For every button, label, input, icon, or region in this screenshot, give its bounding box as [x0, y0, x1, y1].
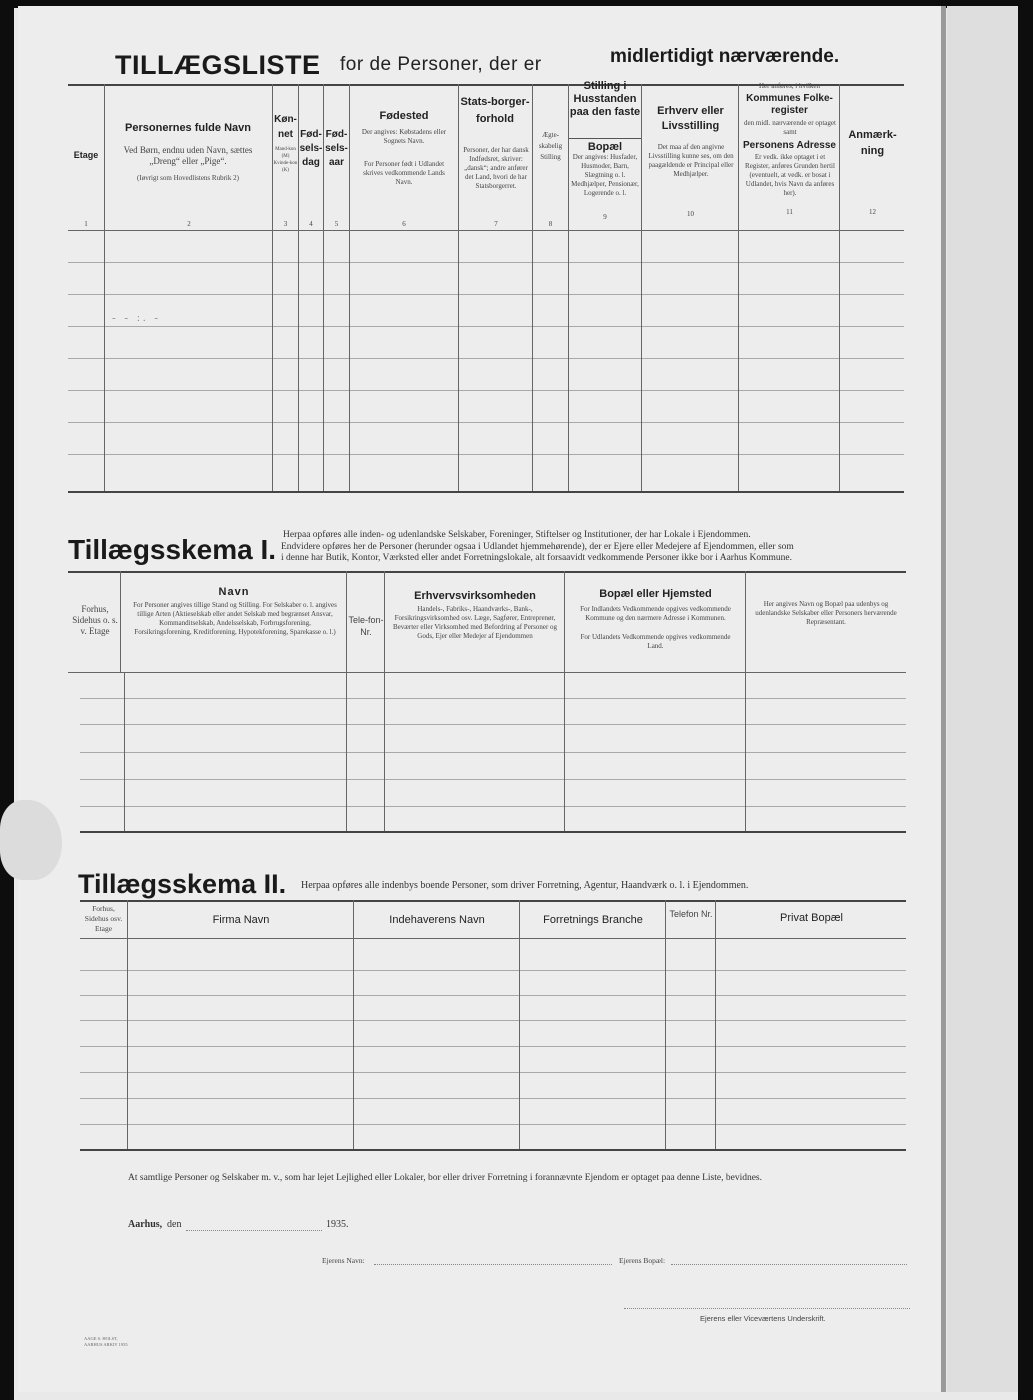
header-person-address: Personens Adresse: [742, 140, 836, 151]
header-household-residence: Bopæl: [569, 138, 641, 154]
skema2-header-firm: Firma Navn: [212, 914, 270, 926]
header-citizenship: Stats-borger-forhold: [460, 96, 530, 125]
header-full-name-note: Ved Børn, endnu uden Navn, sættes „Dreng“ eller „Pige“.: [123, 145, 253, 166]
binding-gutter: [941, 6, 946, 1392]
owner-address-label: Ejerens Bopæl:: [619, 1256, 666, 1265]
header-gender: Køn-net: [274, 114, 297, 140]
skema2-header-private-address: Privat Bopæl: [780, 912, 843, 924]
skema1-text-line3: i denne har Butik, Kontor, Værksted eller andet Forretningslokale, alt forsaavidt vedkommende Personer ikke bor i Aarhus Kommune.: [281, 553, 793, 563]
col-number: 4: [309, 220, 313, 228]
header-person-address-note: Er vedk. ikke optaget i et Register, anføres Grunden hertil (eventuelt, at vedk. er bosat i Udlandet, hvis Navn da anføres her).: [745, 153, 835, 197]
signature-label: Ejerens eller Viceværtens Underskrift.: [700, 1314, 826, 1323]
header-gender-note: Mand-kon (M) Kvinde-kon (K): [273, 147, 298, 173]
skema1-header-residence-note2: For Udlandets Vedkommende opgives vedkommende Land.: [580, 633, 731, 650]
form-title: TILLÆGSLISTE: [115, 50, 321, 80]
faint-handwriting: - - :. -: [112, 312, 162, 324]
col-number: 5: [334, 220, 339, 228]
footer-den: den: [167, 1219, 182, 1230]
skema1-text-line1: Herpaa opføres alle inden- og udenlandske Selskaber, Foreninger, Stiftelser og Institutioner, der har Lokale i Ejendommen.: [283, 530, 751, 540]
col-number: 2: [187, 220, 191, 228]
header-registry: Kommunes Folke-register: [746, 93, 833, 116]
header-birthplace: Fødested: [379, 110, 429, 122]
skema2-header-owner: Indehaverens Navn: [389, 914, 485, 926]
header-birthplace-note: Der angives: Købstadens eller Sognets Navn.: [361, 128, 447, 145]
header-marital: Ægte-skabelig Stilling: [538, 131, 563, 161]
skema1-text-line2: Endvidere opføres her de Personer (herunder ogsaa i Udlandet hjemmehørende), der er Ejere eller Medejere af Ejendommen, eller som: [281, 542, 794, 552]
owner-name-field[interactable]: [374, 1263, 612, 1265]
header-household-note: Der angives: Husfader, Husmoder, Barn, Slægtning o. l. Medhjælper, Pensionær, Logerende o. l.: [571, 153, 639, 197]
skema1-header-business-note: Handels-, Fabriks-, Haandværks-, Bank-, Forsikringsvirksomhed osv. Læge, Sagfører, Entreprenør, Beværter eller Virksomhed med Befordring af Personer og Gods, Ejer eller Medejer af Ejendommen: [392, 605, 558, 640]
printer-imprint: AAGE S. HOLST, AARHUS ARKIV 1935: [84, 1336, 128, 1347]
header-citizenship-note: Personer, der har dansk Indfødsret, skriver: „dansk“; andre anfører det Land, hvori de har Statsborgerret.: [463, 146, 529, 190]
skema1-header-residence: Bopæl eller Hjemsted: [599, 588, 712, 600]
footer-year: 1935.: [326, 1219, 349, 1230]
skema1-header-name-note: For Personer angives tillige Stand og Stilling. For Selskaber o. l. angives tillige Arten (Aktieselskab eller andet Selskab med begrænset Ansvar, Kommanditselskab, Andelsselskab, Forbrugsforening, Forsikringsforening, Kreditforening, Hypotekforening, Sparekasse o. l.): [133, 601, 337, 636]
header-etage: Etage: [73, 150, 99, 160]
col-number: 9: [603, 213, 607, 221]
form-subtitle-bold: midlertidigt nærværende.: [610, 46, 840, 67]
header-full-name-note2: (Iøvrigt som Hovedlistens Rubrik 2): [137, 174, 239, 182]
col-number: 6: [402, 220, 406, 228]
skema1-header-residence-note: For Indlandets Vedkommende opgives vedkommende Kommune og den nærmere Adresse i Kommunen.: [580, 605, 731, 622]
owner-address-field[interactable]: [671, 1263, 907, 1265]
header-occupation: Erhverv eller Livsstilling: [657, 105, 724, 132]
skema2-header-phone: Telefon Nr.: [669, 909, 713, 919]
form-subtitle: for de Personer, der er: [340, 54, 542, 75]
footer-place: Aarhus,: [128, 1219, 163, 1230]
col-number: 7: [494, 220, 498, 228]
skema2-header-branch: Forretnings Branche: [543, 914, 643, 926]
header-full-name: Personernes fulde Navn: [125, 122, 251, 134]
skema1-header-representative: Her angives Navn og Bopæl paa udenbys og udenlandske Selskaber eller Personers herværende Repræsentant.: [755, 600, 897, 626]
skema1-header-phone: Tele-fon-Nr.: [348, 615, 384, 637]
date-field[interactable]: [186, 1229, 322, 1231]
header-birthplace-note2: For Personer født i Udlandet skrives vedkommende Lands Navn.: [363, 160, 445, 186]
skema1-header-name: Navn: [218, 586, 250, 598]
skema2-title: Tillægsskema II.: [78, 869, 287, 899]
col-number: 10: [687, 210, 694, 218]
col-number: 11: [786, 208, 793, 216]
skema1-title: Tillægsskema I.: [68, 534, 277, 565]
col-number: 8: [548, 220, 553, 228]
skema1-header-floor: Forhus, Sidehus o. s. v. Etage: [72, 604, 118, 636]
col-number: 1: [84, 220, 88, 228]
header-remarks: Anmærk-ning: [848, 129, 897, 157]
header-household-position: Stilling i Husstanden paa den faste: [569, 80, 641, 118]
signature-field[interactable]: [624, 1307, 910, 1309]
next-page-edge: [947, 6, 1018, 1392]
header-birth-year: Fød-sels-aar: [325, 129, 348, 168]
col-number: 3: [283, 220, 288, 228]
owner-name-label: Ejerens Navn:: [322, 1256, 365, 1265]
header-registry-intro: Her anføres, i hvilken: [758, 82, 821, 90]
skema2-text: Herpaa opføres alle indenbys boende Personer, som driver Forretning, Agentur, Haandværk o. l. i Ejendommen.: [301, 880, 749, 891]
skema1-header-business: Erhvervsvirksomheden: [414, 590, 536, 602]
header-occupation-note: Det maa af den angivne Livsstilling kunne ses, om den paagældende er Principal eller Medhjælper.: [648, 143, 734, 178]
header-registry-note: den midl. nærværende er optaget samt: [744, 119, 836, 136]
header-birth-day: Fød-sels-dag: [299, 129, 323, 168]
footer-statement: At samtlige Personer og Selskaber m. v., som har lejet Lejlighed eller Lokaler, bor eller driver Forretning i forannævnte Ejendom er optaget paa denne Liste, bevidnes.: [128, 1173, 762, 1183]
skema2-header-floor: Forhus, Sidehus osv. Etage: [84, 904, 123, 933]
col-number: 12: [869, 208, 876, 216]
